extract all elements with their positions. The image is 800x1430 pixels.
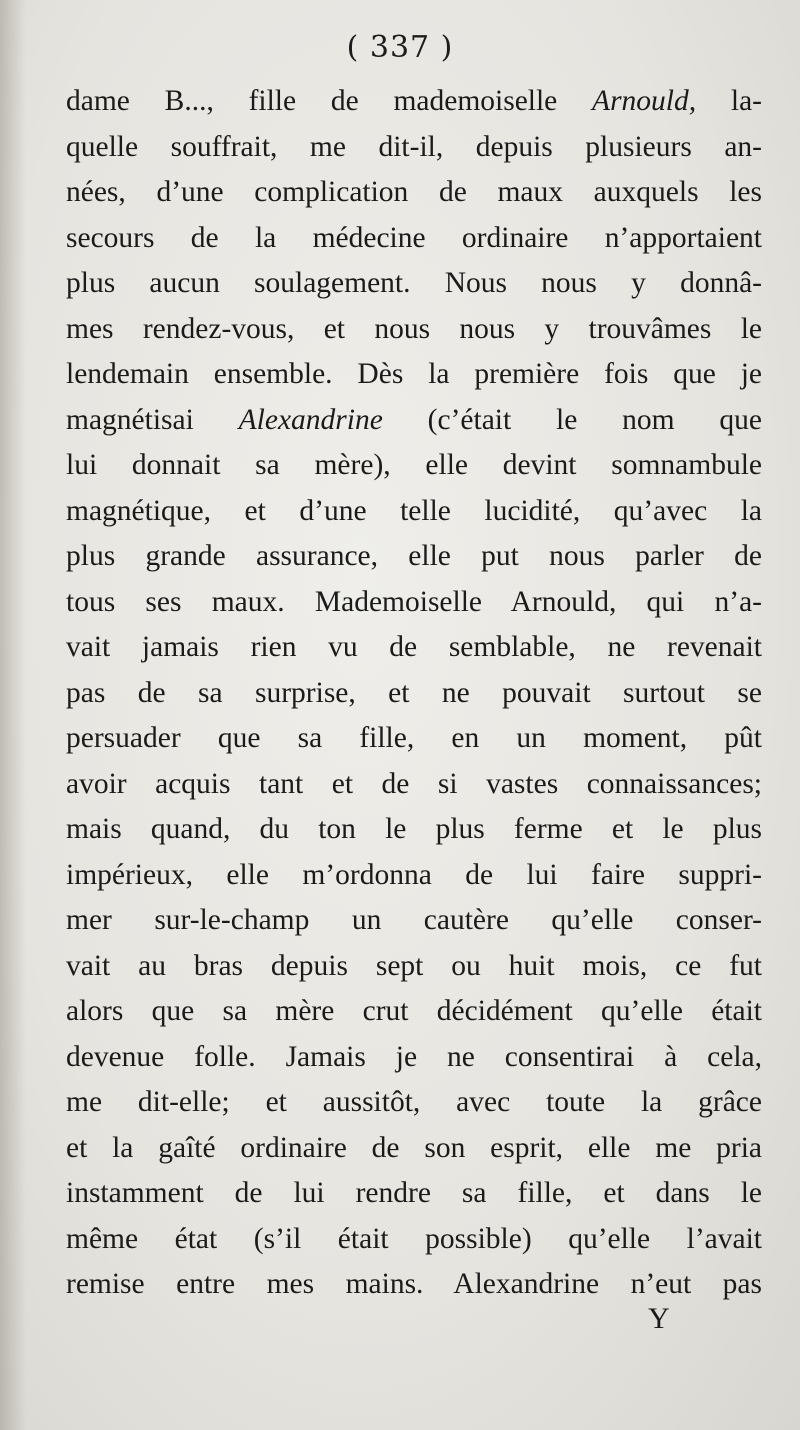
page-number: ( 337 ) xyxy=(346,30,454,65)
italic-name: Arnould, xyxy=(592,85,697,117)
text-line: lui donnait sa mère), elle devint somnambule xyxy=(66,449,762,481)
text-line: mais quand, du ton le plus ferme et le plus xyxy=(66,813,762,845)
text-line: et la gaîté ordinaire de son esprit, elle me pria xyxy=(66,1131,762,1164)
text-line: instamment de lui rendre sa fille, et dans le xyxy=(66,1177,762,1209)
text-line: alors que sa mère crut décidément qu’elle était xyxy=(66,995,762,1027)
text-line: même état (s’il était possible) qu’elle l’avait xyxy=(66,1222,762,1255)
text-line: mes rendez-vous, et nous nous y trouvâmes le xyxy=(66,312,762,345)
text-line: tous ses maux. Mademoiselle Arnould, qui n’a- xyxy=(66,585,762,618)
signature-mark: Y xyxy=(648,1302,670,1335)
text-line: quelle souffrait, me dit-il, depuis plusieurs an- xyxy=(66,130,762,163)
text-line: magnétisai Alexandrine (c’était le nom que xyxy=(66,403,762,436)
text-line: vait jamais rien vu de semblable, ne revenait xyxy=(66,631,762,663)
text-line: lendemain ensemble. Dès la première fois que je xyxy=(66,358,762,390)
text-line: vait au bras depuis sept ou huit mois, ce fut xyxy=(66,949,762,982)
text-line: mer sur-le-champ un cautère qu’elle conser- xyxy=(66,904,762,936)
text-line: plus grande assurance, elle put nous parler de xyxy=(66,540,762,572)
text-line: remise entre mes mains. Alexandrine n’eut pas xyxy=(66,1268,762,1300)
text-line: impérieux, elle m’ordonna de lui faire suppri- xyxy=(66,858,762,891)
text-line: secours de la médecine ordinaire n’apportaient xyxy=(66,221,762,254)
text-line: pas de sa surprise, et ne pouvait surtout se xyxy=(66,676,762,709)
text-line: avoir acquis tant et de si vastes connaissances; xyxy=(66,767,762,800)
text-line: me dit-elle; et aussitôt, avec toute la grâce xyxy=(66,1086,762,1118)
text-line: persuader que sa fille, en un moment, pût xyxy=(66,722,762,754)
text-line: plus aucun soulagement. Nous nous y donnâ- xyxy=(66,267,762,299)
text-line: dame B..., fille de mademoiselle Arnould, la- xyxy=(66,85,762,117)
italic-name: Alexandrine xyxy=(238,403,383,436)
text-line: nées, d’une complication de maux auxquels les xyxy=(66,176,762,208)
text-line: magnétique, et d’une telle lucidité, qu’avec la xyxy=(66,494,762,527)
body-text xyxy=(66,79,762,1308)
text-line: devenue folle. Jamais je ne consentirai à cela, xyxy=(66,1040,762,1073)
